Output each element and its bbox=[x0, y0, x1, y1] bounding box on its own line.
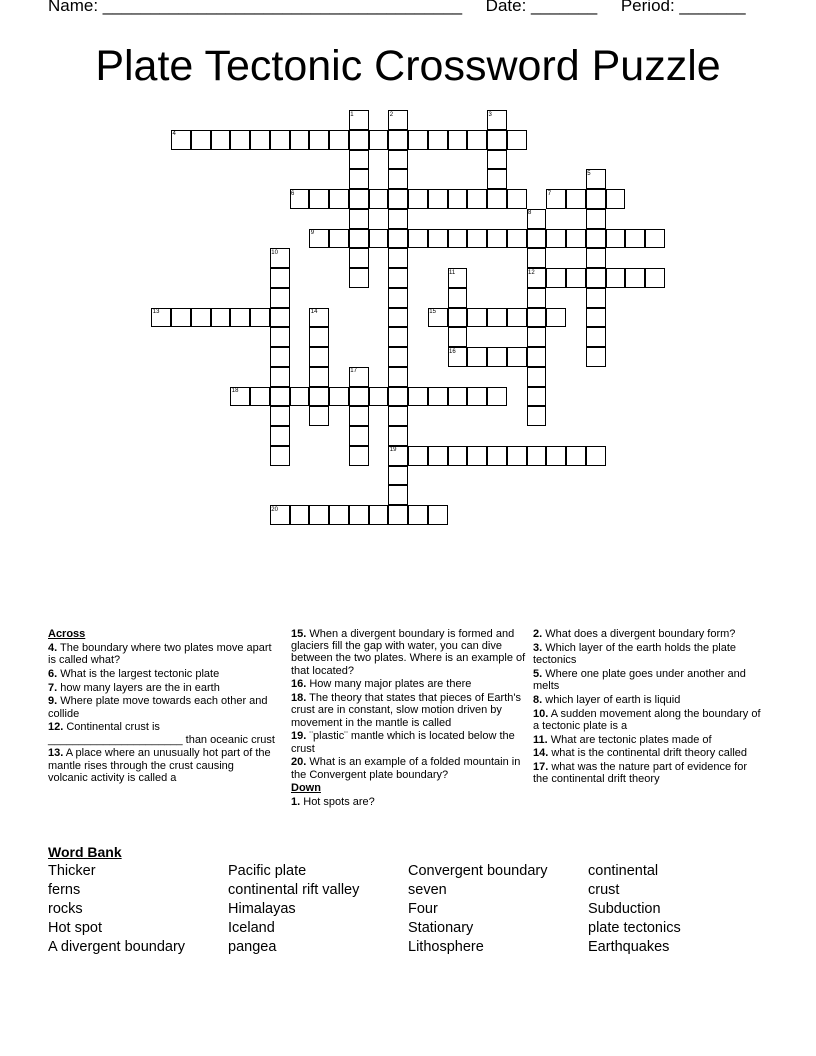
grid-cell[interactable] bbox=[309, 505, 329, 525]
grid-cell[interactable] bbox=[309, 327, 329, 347]
word-bank-title: Word Bank bbox=[48, 844, 122, 860]
clue-number: 13. bbox=[48, 747, 64, 760]
clue-number: 15. bbox=[291, 628, 307, 640]
grid-cell[interactable] bbox=[448, 288, 468, 308]
grid-cell[interactable] bbox=[369, 229, 389, 249]
clue-text: Where plate move towards each other and collide bbox=[48, 695, 268, 720]
grid-cell[interactable] bbox=[270, 406, 290, 426]
grid-cell[interactable] bbox=[507, 446, 527, 466]
clue-number: 2. bbox=[533, 628, 543, 640]
word-bank-item: Four bbox=[408, 901, 438, 917]
clue-text: The theory that states that pieces of Earth's crust are in constant, slow motion driven by movement in the mantle is called bbox=[291, 692, 521, 729]
grid-cell[interactable] bbox=[290, 130, 310, 150]
word-bank-item: Subduction bbox=[588, 901, 661, 917]
grid-cell[interactable] bbox=[349, 229, 369, 249]
grid-cell[interactable] bbox=[408, 130, 428, 150]
grid-cell[interactable] bbox=[329, 189, 349, 209]
grid-cell[interactable] bbox=[448, 229, 468, 249]
grid-cell[interactable] bbox=[388, 406, 408, 426]
clue-number: 18. bbox=[291, 692, 307, 705]
grid-cell[interactable] bbox=[270, 268, 290, 288]
grid-cell[interactable] bbox=[448, 308, 468, 328]
grid-cell[interactable] bbox=[388, 327, 408, 347]
grid-cell[interactable] bbox=[250, 387, 270, 407]
clue-item bbox=[533, 708, 763, 732]
grid-cell[interactable] bbox=[329, 505, 349, 525]
grid-cell[interactable] bbox=[369, 130, 389, 150]
grid-cell[interactable] bbox=[388, 169, 408, 189]
grid-cell[interactable] bbox=[527, 327, 547, 347]
clue-item bbox=[48, 747, 276, 784]
grid-cell[interactable] bbox=[388, 387, 408, 407]
grid-cell[interactable] bbox=[349, 169, 369, 189]
grid-cell[interactable] bbox=[349, 189, 369, 209]
grid-number: 8 bbox=[528, 210, 532, 217]
grid-cell[interactable] bbox=[527, 406, 547, 426]
clue-number: 1. bbox=[291, 796, 301, 809]
word-bank-item: seven bbox=[408, 882, 447, 898]
grid-cell[interactable] bbox=[487, 130, 507, 150]
grid-cell[interactable] bbox=[507, 347, 527, 367]
grid-cell[interactable] bbox=[369, 189, 389, 209]
word-bank-item: Hot spot bbox=[48, 920, 102, 936]
grid-cell[interactable] bbox=[191, 130, 211, 150]
grid-cell[interactable] bbox=[586, 229, 606, 249]
clue-item bbox=[291, 692, 527, 729]
across-heading: Across bbox=[48, 628, 86, 640]
grid-number: 5 bbox=[587, 170, 591, 177]
clue-text: When a divergent boundary is formed and glaciers fill the gap with water, you can dive between the two plates. Where is an example of that located? bbox=[291, 628, 526, 677]
clue-item bbox=[291, 730, 527, 754]
grid-cell[interactable] bbox=[566, 446, 586, 466]
clue-number: 19. bbox=[291, 730, 307, 743]
clue-text: how many layers are the in earth bbox=[57, 681, 220, 694]
grid-cell[interactable] bbox=[487, 387, 507, 407]
word-bank-item: Himalayas bbox=[228, 901, 296, 917]
grid-cell[interactable] bbox=[586, 308, 606, 328]
grid-cell[interactable] bbox=[487, 150, 507, 170]
clue-item bbox=[533, 694, 763, 706]
grid-cell[interactable] bbox=[408, 387, 428, 407]
clue-text: What is the largest tectonic plate bbox=[57, 667, 220, 680]
grid-cell[interactable] bbox=[408, 189, 428, 209]
grid-cell[interactable] bbox=[527, 308, 547, 328]
clue-item bbox=[48, 682, 276, 694]
grid-cell[interactable] bbox=[527, 248, 547, 268]
clue-text: What is an example of a folded mountain in the Convergent plate boundary? bbox=[291, 756, 521, 781]
grid-cell[interactable] bbox=[388, 505, 408, 525]
clue-number: 14. bbox=[533, 747, 549, 760]
grid-cell[interactable] bbox=[388, 189, 408, 209]
grid-number: 13 bbox=[152, 309, 160, 315]
grid-number: 16 bbox=[449, 348, 456, 355]
grid-cell[interactable] bbox=[369, 387, 389, 407]
grid-cell[interactable] bbox=[586, 347, 606, 367]
clue-number: 20. bbox=[291, 756, 307, 769]
grid-number: 11 bbox=[449, 269, 456, 276]
grid-cell[interactable] bbox=[408, 505, 428, 525]
clues-column-1 bbox=[48, 628, 276, 786]
down-heading: Down bbox=[291, 782, 321, 795]
grid-cell[interactable] bbox=[645, 268, 665, 288]
grid-cell[interactable] bbox=[329, 229, 349, 249]
clue-number: 9. bbox=[48, 695, 58, 708]
word-bank-item: Thicker bbox=[48, 863, 96, 879]
clue-number: 6. bbox=[48, 667, 58, 680]
grid-cell[interactable] bbox=[349, 387, 369, 407]
clues-column-2 bbox=[291, 628, 527, 810]
grid-cell[interactable] bbox=[467, 189, 487, 209]
grid-cell[interactable] bbox=[527, 446, 547, 466]
grid-cell[interactable] bbox=[230, 308, 250, 328]
grid-cell[interactable] bbox=[467, 387, 487, 407]
grid-cell[interactable] bbox=[606, 229, 626, 249]
grid-cell[interactable] bbox=[586, 209, 606, 229]
grid-cell[interactable] bbox=[388, 367, 408, 387]
clue-item bbox=[291, 628, 527, 677]
grid-cell[interactable] bbox=[625, 229, 645, 249]
clue-text: How many major plates are there bbox=[306, 678, 472, 691]
clue-item bbox=[533, 628, 763, 640]
grid-cell[interactable] bbox=[250, 130, 270, 150]
grid-cell[interactable] bbox=[388, 347, 408, 367]
grid-cell[interactable] bbox=[527, 367, 547, 387]
grid-cell[interactable] bbox=[388, 485, 408, 505]
clue-number: 7. bbox=[48, 681, 58, 694]
grid-cell[interactable] bbox=[606, 189, 626, 209]
grid-number: 6 bbox=[291, 190, 295, 197]
word-bank-item: Pacific plate bbox=[228, 863, 307, 879]
grid-cell[interactable] bbox=[309, 130, 329, 150]
clue-number: 8. bbox=[533, 693, 543, 706]
grid-cell[interactable] bbox=[349, 130, 369, 150]
grid-cell[interactable] bbox=[566, 268, 586, 288]
clue-number: 17. bbox=[533, 761, 549, 774]
grid-number: 18 bbox=[231, 388, 239, 394]
grid-cell[interactable] bbox=[369, 505, 389, 525]
grid-cell[interactable] bbox=[270, 367, 290, 387]
clue-item bbox=[291, 678, 527, 690]
grid-cell[interactable] bbox=[428, 229, 448, 249]
grid-cell[interactable] bbox=[448, 446, 468, 466]
grid-cell[interactable] bbox=[428, 446, 448, 466]
clue-number: 16. bbox=[291, 678, 307, 691]
grid-cell[interactable] bbox=[586, 189, 606, 209]
grid-cell[interactable] bbox=[606, 268, 626, 288]
grid-cell[interactable] bbox=[309, 189, 329, 209]
clue-text: which layer of earth is liquid bbox=[542, 693, 681, 706]
clue-item bbox=[533, 668, 763, 692]
clue-item bbox=[533, 642, 763, 666]
clue-text: The boundary where two plates move apart is called what? bbox=[48, 641, 272, 666]
word-bank-item: Convergent boundary bbox=[408, 863, 548, 879]
grid-cell[interactable] bbox=[428, 130, 448, 150]
grid-cell[interactable] bbox=[250, 308, 270, 328]
student-info-line: Name: ______________________________________ Date: _______ Period: _______ bbox=[48, 0, 746, 15]
grid-cell[interactable] bbox=[586, 446, 606, 466]
grid-cell[interactable] bbox=[309, 387, 329, 407]
grid-cell[interactable] bbox=[388, 288, 408, 308]
grid-cell[interactable] bbox=[487, 169, 507, 189]
grid-cell[interactable] bbox=[507, 229, 527, 249]
clue-text: A sudden movement along the boundary of a tectonic plate is a bbox=[533, 707, 761, 732]
grid-cell[interactable] bbox=[527, 229, 547, 249]
grid-number: 1 bbox=[350, 111, 354, 118]
grid-cell[interactable] bbox=[467, 446, 487, 466]
grid-cell[interactable] bbox=[349, 426, 369, 446]
grid-cell[interactable] bbox=[270, 130, 290, 150]
grid-cell[interactable] bbox=[191, 308, 211, 328]
grid-cell[interactable] bbox=[270, 446, 290, 466]
grid-cell[interactable] bbox=[290, 387, 310, 407]
word-bank-item: Iceland bbox=[228, 920, 275, 936]
grid-cell[interactable] bbox=[349, 150, 369, 170]
grid-cell[interactable] bbox=[388, 150, 408, 170]
grid-cell[interactable] bbox=[309, 367, 329, 387]
grid-number: 3 bbox=[488, 111, 492, 118]
grid-cell[interactable] bbox=[349, 446, 369, 466]
word-bank-item: continental rift valley bbox=[228, 882, 360, 898]
clue-item bbox=[533, 747, 763, 759]
clues-column-3 bbox=[533, 628, 763, 787]
clue-number: 5. bbox=[533, 667, 543, 680]
clue-item bbox=[533, 734, 763, 746]
word-bank-item: A divergent boundary bbox=[48, 939, 186, 955]
grid-cell[interactable] bbox=[467, 229, 487, 249]
clue-number: 3. bbox=[533, 641, 543, 654]
grid-number: 10 bbox=[271, 249, 278, 256]
grid-cell[interactable] bbox=[329, 387, 349, 407]
grid-cell[interactable] bbox=[408, 446, 428, 466]
grid-cell[interactable] bbox=[211, 130, 231, 150]
grid-cell[interactable] bbox=[546, 308, 566, 328]
grid-number: 7 bbox=[547, 190, 552, 197]
grid-cell[interactable] bbox=[546, 268, 566, 288]
grid-cell[interactable] bbox=[546, 229, 566, 249]
word-bank-item: Earthquakes bbox=[588, 939, 670, 955]
grid-number: 20 bbox=[271, 506, 278, 513]
clue-number: 12. bbox=[48, 721, 64, 734]
grid-cell[interactable] bbox=[388, 268, 408, 288]
grid-cell[interactable] bbox=[467, 308, 487, 328]
word-bank-item: Stationary bbox=[408, 920, 474, 936]
word-bank-item: plate tectonics bbox=[588, 920, 681, 936]
grid-cell[interactable] bbox=[270, 426, 290, 446]
grid-cell[interactable] bbox=[388, 426, 408, 446]
clue-number: 4. bbox=[48, 641, 58, 654]
page-title: Plate Tectonic Crossword Puzzle bbox=[95, 42, 721, 90]
grid-cell[interactable] bbox=[349, 406, 369, 426]
grid-cell[interactable] bbox=[448, 327, 468, 347]
clue-text: Which layer of the earth holds the plate tectonics bbox=[533, 641, 737, 666]
grid-cell[interactable] bbox=[586, 248, 606, 268]
grid-cell[interactable] bbox=[408, 229, 428, 249]
clue-item bbox=[48, 668, 276, 680]
grid-cell[interactable] bbox=[309, 347, 329, 367]
grid-cell[interactable] bbox=[507, 130, 527, 150]
grid-cell[interactable] bbox=[487, 229, 507, 249]
grid-cell[interactable] bbox=[546, 446, 566, 466]
grid-cell[interactable] bbox=[270, 308, 290, 328]
grid-cell[interactable] bbox=[467, 347, 487, 367]
clue-text: What are tectonic plates made of bbox=[547, 733, 712, 746]
grid-cell[interactable] bbox=[467, 130, 487, 150]
grid-cell[interactable] bbox=[586, 288, 606, 308]
grid-cell[interactable] bbox=[270, 387, 290, 407]
grid-cell[interactable] bbox=[586, 327, 606, 347]
grid-cell[interactable] bbox=[270, 288, 290, 308]
clue-text: Continental crust is ______________________ than oceanic crust bbox=[48, 721, 275, 746]
grid-number: 4 bbox=[172, 131, 176, 138]
clue-number: 11. bbox=[533, 733, 548, 746]
word-bank-item: pangea bbox=[228, 939, 277, 955]
grid-cell[interactable] bbox=[349, 248, 369, 268]
grid-cell[interactable] bbox=[270, 327, 290, 347]
grid-cell[interactable] bbox=[428, 189, 448, 209]
grid-cell[interactable] bbox=[211, 308, 231, 328]
grid-cell[interactable] bbox=[448, 387, 468, 407]
clue-item bbox=[291, 796, 527, 808]
grid-cell[interactable] bbox=[171, 308, 191, 328]
grid-cell[interactable] bbox=[625, 268, 645, 288]
clue-item bbox=[48, 721, 276, 745]
grid-cell[interactable] bbox=[349, 505, 369, 525]
grid-cell[interactable] bbox=[487, 308, 507, 328]
grid-number: 12 bbox=[528, 269, 535, 276]
clue-text: Hot spots are? bbox=[300, 796, 375, 809]
clue-text: ¨plastic¨ mantle which is located below the crust bbox=[291, 730, 515, 755]
grid-number: 17 bbox=[350, 368, 357, 375]
clue-text: what was the nature part of evidence for the continental drift theory bbox=[533, 761, 748, 786]
clue-text: what is the continental drift theory called bbox=[548, 747, 748, 760]
grid-cell[interactable] bbox=[487, 446, 507, 466]
grid-cell[interactable] bbox=[586, 268, 606, 288]
grid-cell[interactable] bbox=[527, 387, 547, 407]
grid-cell[interactable] bbox=[428, 505, 448, 525]
clue-text: Where one plate goes under another and melts bbox=[533, 667, 746, 692]
word-bank-item: Lithosphere bbox=[408, 939, 484, 955]
grid-cell[interactable] bbox=[388, 229, 408, 249]
grid-cell[interactable] bbox=[388, 248, 408, 268]
grid-cell[interactable] bbox=[309, 406, 329, 426]
grid-number: 19 bbox=[389, 447, 397, 454]
grid-cell[interactable] bbox=[349, 209, 369, 229]
word-bank-item: crust bbox=[588, 882, 620, 898]
grid-cell[interactable] bbox=[507, 308, 527, 328]
clue-item bbox=[533, 761, 763, 785]
clue-text: What does a divergent boundary form? bbox=[542, 628, 736, 640]
grid-cell[interactable] bbox=[388, 308, 408, 328]
clue-item bbox=[48, 642, 276, 666]
word-bank-item: rocks bbox=[48, 901, 83, 917]
grid-cell[interactable] bbox=[388, 130, 408, 150]
clue-number: 10. bbox=[533, 707, 549, 720]
grid-cell[interactable] bbox=[329, 130, 349, 150]
grid-number: 15 bbox=[429, 309, 436, 315]
grid-cell[interactable] bbox=[507, 189, 527, 209]
grid-cell[interactable] bbox=[448, 130, 468, 150]
clue-text: A place where an unusually hot part of the mantle rises through the crust causing volcanic activity is called a bbox=[48, 747, 271, 784]
grid-cell[interactable] bbox=[527, 288, 547, 308]
grid-cell[interactable] bbox=[290, 505, 310, 525]
grid-cell[interactable] bbox=[388, 209, 408, 229]
grid-cell[interactable] bbox=[448, 189, 468, 209]
grid-cell[interactable] bbox=[388, 466, 408, 486]
grid-cell[interactable] bbox=[270, 347, 290, 367]
grid-number: 2 bbox=[389, 111, 394, 118]
grid-cell[interactable] bbox=[230, 130, 250, 150]
grid-cell[interactable] bbox=[349, 268, 369, 288]
word-bank-item: ferns bbox=[48, 882, 81, 898]
grid-cell[interactable] bbox=[645, 229, 665, 249]
clue-item bbox=[48, 695, 276, 719]
grid-cell[interactable] bbox=[428, 387, 448, 407]
grid-cell[interactable] bbox=[566, 189, 586, 209]
clue-item bbox=[291, 756, 527, 780]
grid-cell[interactable] bbox=[487, 347, 507, 367]
grid-number: 9 bbox=[310, 230, 315, 236]
grid-cell[interactable] bbox=[487, 189, 507, 209]
word-bank-item: continental bbox=[588, 863, 659, 879]
grid-cell[interactable] bbox=[527, 347, 547, 367]
grid-cell[interactable] bbox=[566, 229, 586, 249]
grid-number: 14 bbox=[310, 309, 318, 315]
